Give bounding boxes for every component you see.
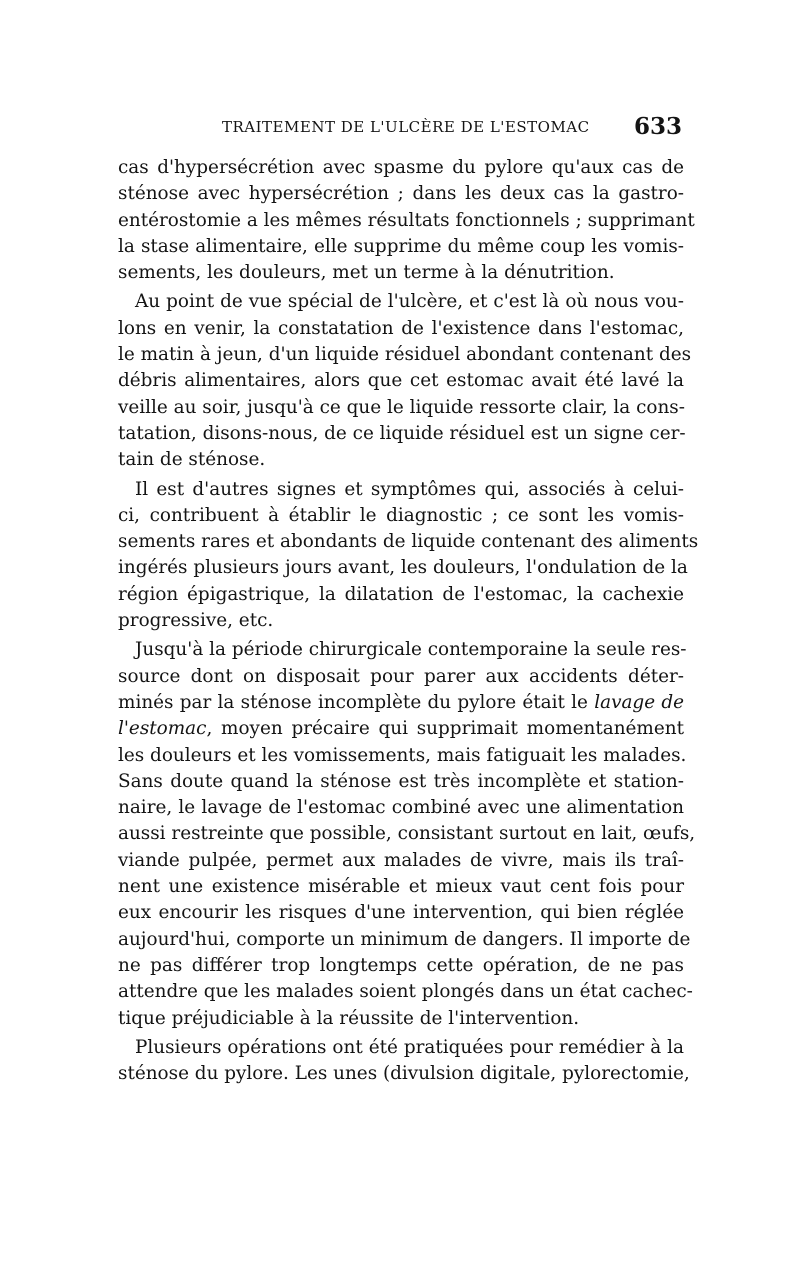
text-line: région épigastrique, la dilatation de l'estomac, la cachexie	[118, 583, 684, 605]
paragraph	[118, 155, 695, 286]
text-line: tain de sténose.	[118, 449, 266, 471]
text-line: sténose du pylore. Les unes (divulsion digitale, pylorectomie,	[118, 1063, 690, 1085]
text-line: naire, le lavage de l'estomac combiné avec une alimentation	[118, 797, 684, 819]
text-line: veille au soir, jusqu'à ce que le liquide ressorte clair, la cons-	[118, 396, 685, 418]
page-number: 633	[633, 113, 682, 140]
text-line: entérostomie a les mêmes résultats fonctionnels ; supprimant	[118, 209, 695, 231]
text-line: progressive, etc.	[118, 610, 274, 632]
text-line: source dont on disposait pour parer aux accidents déter-	[118, 665, 684, 687]
paragraph	[118, 477, 699, 635]
text-line: Jusqu'à la période chirurgicale contemporaine la seule res-	[135, 639, 687, 661]
paragraph	[118, 1035, 690, 1088]
text-line: la stase alimentaire, elle supprime du même coup les vomis-	[118, 235, 684, 257]
text-line: Plusieurs opérations ont été pratiquées pour remédier à la	[135, 1036, 684, 1058]
text-line: eux encourir les risques d'une intervention, qui bien réglée	[118, 902, 684, 924]
text-line: nent une existence misérable et mieux vaut cent fois pour	[118, 876, 684, 898]
text-line-mixed	[118, 690, 684, 716]
text-line: sténose avec hypersécrétion ; dans les deux cas la gastro-	[118, 183, 684, 205]
text-line: ci, contribuent à établir le diagnostic ; ce sont les vomis-	[118, 504, 684, 526]
text-line: le matin à jeun, d'un liquide résiduel abondant contenant des	[118, 344, 692, 366]
running-head	[118, 113, 684, 143]
text-line: tique préjudiciable à la réussite de l'intervention.	[118, 1007, 580, 1029]
text-line: attendre que les malades soient plongés dans un état cachec-	[118, 981, 693, 1003]
text-line: Sans doute quand la sténose est très incomplète et station-	[118, 770, 684, 792]
italic-text: lavage de	[594, 691, 684, 713]
text-line: tatation, disons-nous, de ce liquide résiduel est un signe cer-	[118, 422, 686, 444]
text-line: viande pulpée, permet aux malades de vivre, mais ils traî-	[118, 849, 684, 871]
text-line-mixed	[118, 716, 684, 742]
body-text	[118, 155, 699, 1087]
text-run: , moyen précaire qui supprimait momentanément	[206, 718, 684, 740]
text-line: sements rares et abondants de liquide contenant des aliments	[118, 531, 699, 553]
text-line: Au point de vue spécial de l'ulcère, et c'est là où nous vou-	[135, 291, 684, 313]
paragraph	[118, 637, 696, 1031]
italic-text: l'estomac	[118, 718, 207, 740]
text-line: Il est d'autres signes et symptômes qui, associés à celui-	[135, 478, 684, 500]
text-line: les douleurs et les vomissements, mais fatiguait les malades.	[118, 744, 687, 766]
text-line: cas d'hypersécrétion avec spasme du pylore qu'aux cas de	[118, 157, 684, 178]
text-line: aujourd'hui, comporte un minimum de dangers. Il importe de	[118, 928, 691, 950]
text-line: débris alimentaires, alors que cet estomac avait été lavé la	[118, 370, 684, 392]
text-line: lons en venir, la constatation de l'existence dans l'estomac,	[118, 317, 684, 339]
text-run: minés par la sténose incomplète du pylore était le	[118, 691, 595, 713]
text-line: ingérés plusieurs jours avant, les douleurs, l'ondulation de la	[118, 557, 688, 579]
running-title: TRAITEMENT DE L'ULCÈRE DE L'ESTOMAC	[222, 118, 590, 136]
text-line: ne pas différer trop longtemps cette opération, de ne pas	[118, 954, 684, 976]
text-line: aussi restreinte que possible, consistant surtout en lait, œufs,	[118, 823, 696, 845]
paragraph	[118, 289, 692, 473]
text-line: sements, les douleurs, met un terme à la dénutrition.	[118, 262, 615, 284]
